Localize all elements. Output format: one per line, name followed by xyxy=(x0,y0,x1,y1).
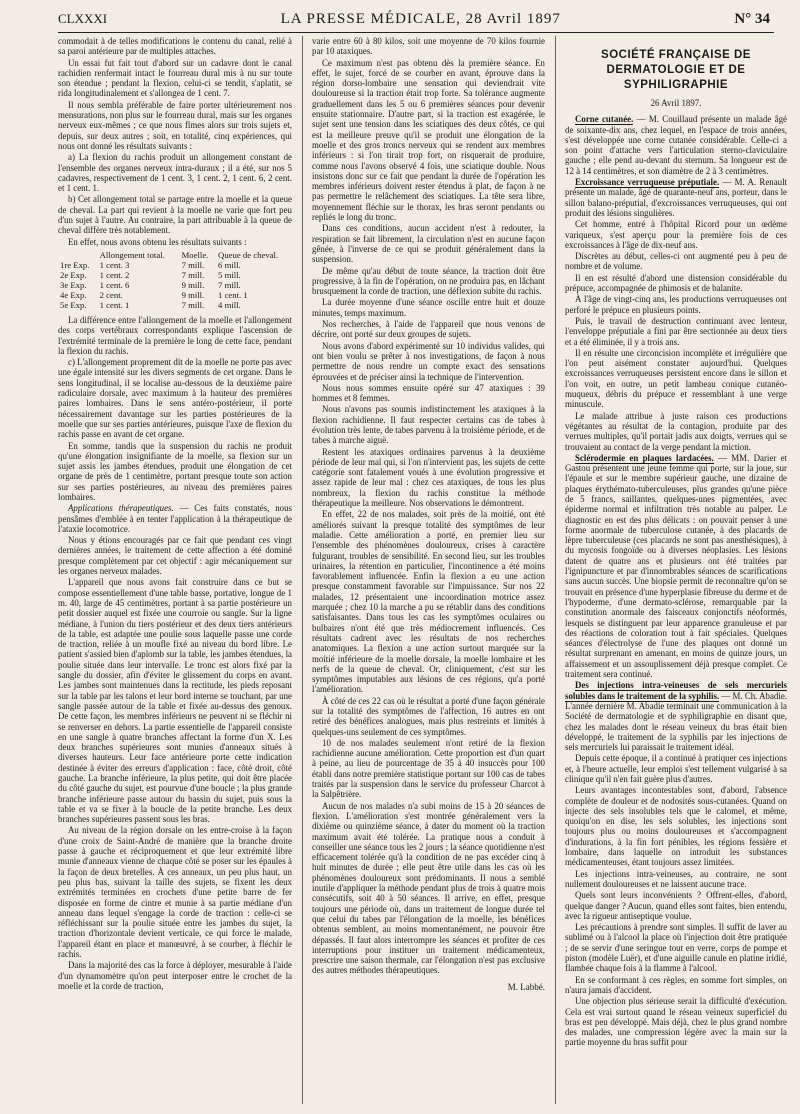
paragraph: L'appareil que nous avons fait construire dans ce but se compose essentiellement d'une table basse, portative, longue de 1 m. 40, large de 45 centimètres, portant à sa partie postérieure un petit dossier auquel est fixée une courroie ou sangle. Sur la ligne médiane, à l'union du tiers postérieur et des deux tiers antérieurs de la table, est adaptée une poulie sous laquelle passe une corde de traction, reliée à un moufle fixé au niveau du bord libre. Le patient s'assied bien d'aplomb sur la table, les jambes étendues, la poulie située dans leur intervalle. Le tronc est alors fixé par la sangle du dossier, afin d'éviter le glissement du corps en avant. Les jambes sont maintenues dans la rectitude, les pieds reposant sur la table par les talons et leur bord interne se touchant, par une sangle passée autour de la table et fixée au-dessus des genoux. De cette façon, les membres inférieurs ne peuvent ni se fléchir ni se renverser en dehors. La partie essentielle de l'appareil consiste en une sangle à quatre branches affectant la forme d'un X. Les deux branches supérieures sont munies d'anneaux situés à diverses hauteurs. Leur face antérieure porte cette indication destinée à éviter des erreurs d'application : face, côté droit, côté gauche. La branche inférieure, la plus petite, qui doit être placée du côté gauche du sujet, est pourvue d'une boucle ; la plus grande branche inférieure passe autour du bassin du sujet, puis sous la table et va se fixer à la boucle de la petite branche. Les deux branches supérieures passent sous les bras. xyxy=(58,577,292,825)
table-cell: 1re Exp. xyxy=(60,259,90,270)
paragraph: Les injections intra-veineuses, au contraire, ne sont nullement douloureuses et ne laissent aucune trace. xyxy=(565,868,787,889)
paragraph: Quels sont leurs inconvénients ? Offrent-elles, d'abord, quelque danger ? Aucun, quand elles sont faites, bien entendu, avec la rigueur antiseptique voulue. xyxy=(565,890,787,921)
table-row xyxy=(58,300,292,310)
table-header-row xyxy=(58,250,292,260)
paragraph: Les précautions à prendre sont simples. Il suffit de laver au sublimé ou à l'alcool la place où l'injection doit être pratiquée ; de se servir d'une seringue tout en verre, corps de pompe et piston (modèle Luër), et d'une aiguille canule en platine iridié, flambée chaque fois à la flamme à l'alcool. xyxy=(565,922,787,974)
paragraph: À l'âge de vingt-cinq ans, les productions verruqueuses ont perforé le prépuce en plusieurs points. xyxy=(565,294,787,315)
paragraph: Nous y étions encouragés par ce fait que pendant ces vingt dernières années, le traitement de cette affection a été dominé presque complètement par cet objectif : agir mécaniquement sur les organes nerveux malades. xyxy=(58,535,292,577)
table-cell: 5e Exp. xyxy=(60,299,87,310)
paragraph: Une objection plus sérieuse serait la difficulté d'exécution. Cela est vrai surtout quand le réseau veineux superficiel du bras est peu développé. Mais déjà, chez le plus grand nombre des malades, une compression légère avec la main sur la partie moyenne du bras suffit pour xyxy=(565,996,787,1048)
paragraph: En se conformant à ces règles, en somme fort simples, on n'aura jamais d'accident. xyxy=(565,974,787,995)
table-cell: 2 cent. xyxy=(99,289,123,300)
paragraph: commodait à de telles modifications le contenu du canal, relié à sa paroi antérieure par de multiples attaches. xyxy=(58,36,292,57)
paragraph: Aucun de nos malades n'a subi moins de 15 à 20 séances de flexion. L'amélioration s'est montrée généralement vers la dixième ou quinzième séance, à dater du moment où la traction maximum avait été tolérée. La pratique nous a conduit à conseiller une séance tous les 2 jours ; la séance quotidienne n'est efficacement tolérée qu'à la condition de ne pas excéder cinq à huit minutes de durée ; elle peut être utile dans les cas où les phénomènes douloureux sont prédominants. Il nous a semblé inutile d'appliquer la méthode pendant plus de trois à quatre mois consécutifs, soit 40 à 50 séances. Il arrive, en effet, presque toujours une période où, dans un traitement de longue durée tel que celui du tabes par l'élongation de la moelle, les bénéfices obtenus semblent, au moins momentanément, ne pouvoir être dépassés. Il faut alors interrompre les séances et profiter de ces interruptions pour instituer un traitement médicamenteux, prescrire une saison thermale, car l'élongation n'est pas exclusive des autres méthodes thérapeutiques. xyxy=(312,800,545,976)
paragraph: Dans ces conditions, aucun accident n'est à redouter, la respiration se fait librement, la circulation n'est en aucune façon gênée, à l'inverse de ce qui se produit généralement dans la suspension. xyxy=(312,223,545,265)
paragraph: Il nous sembla préférable de faire porter ultérieurement nos mensurations, non plus sur le fourreau dural, mais sur les organes nerveux eux-mêmes ; ce que nous fîmes alors sur trois sujets et, depuis, sur deux autres ; soit, en totalité, cinq expériences, qui nous ont donné les résultats suivants : xyxy=(58,99,292,151)
header-rule xyxy=(58,32,774,33)
section-heading: Applications thérapeutiques. xyxy=(68,503,174,514)
table-cell: 7 mill. xyxy=(181,259,205,270)
table-cell: 4 mill. xyxy=(218,299,241,310)
table-row xyxy=(58,280,292,290)
page-header xyxy=(58,6,770,32)
paragraph: Leurs avantages incontestables sont, d'abord, l'absence complète de douleur et de nodosités sous-cutanées. Quand on injecte des sels insolubles tels que le calomel, et même, quoiqu'on en dise, les sels solubles, les injections sont toujours plus ou moins douloureuses et s'accompagnent d'indurations, à la fin fort pénibles, les régions fessière et lombaire, dans laquelle on introduit les substances médicamenteuses, étant toujours assez limitées. xyxy=(565,785,787,868)
communication-title: Excroissance verruqueuse préputiale. xyxy=(575,177,720,188)
paragraph xyxy=(565,114,787,176)
session-date: 26 Avril 1897. xyxy=(650,98,702,108)
paragraph: Nous n'avons pas soumis indistinctement les ataxiques à la flexion rachidienne. Il faut respecter certains cas de tabes à évolution très lente, de tabes parvenu à la troisième période, et de tabes à marche aiguë. xyxy=(312,404,545,446)
table-cell: 1 cent. 6 xyxy=(99,279,130,290)
paragraph-text: — Ces faits constatés, nous pensâmes d'emblée à en tenter l'application à la thérapeutique de l'ataxie locomotrice. xyxy=(58,503,292,534)
paragraph: À côté de ces 22 cas où le résultat a porté d'une façon générale sur la totalité des symptômes de l'affection, 16 autres en ont retiré des bénéfices analogues, mais plus restreints et limités à quelques-uns seulement de ces symptômes. xyxy=(312,695,545,737)
table-header: Queue de cheval. xyxy=(218,249,279,260)
communication-title: Sclérodermie en plaques lardacées. xyxy=(575,452,714,463)
paragraph-text: — M. A. Renault présente un malade, âgé de quarante-neuf ans, porteur, dans le sillon balano-préputial, d'excroissances verruqueuses, qui ont produit des lésions singulières. xyxy=(565,177,787,218)
paragraph xyxy=(565,453,787,680)
table-cell: 2e Exp. xyxy=(60,269,87,280)
column-1 xyxy=(58,36,292,1106)
column-3 xyxy=(565,36,787,1106)
paragraph: De même qu'au début de toute séance, la traction doit être progressive, à la fin de l'opération, on ne produira pas, en lâchant brusquement la corde de traction, une déflexion subite du rachis. xyxy=(312,265,545,297)
paragraph: Un essai fut fait tout d'abord sur un cadavre dont le canal rachidien renfermait intact le fourreau dural mis à nu sur toute son étendue ; pendant la flexion, celui-ci se tendit, s'aplatit, se rida longitudinalement et s'allongea de 1 cent. 7. xyxy=(58,57,292,99)
communication-title: Corne cutanée. xyxy=(575,114,634,125)
table-cell: 9 mill. xyxy=(181,279,205,290)
paragraph: Il en est résulté d'abord une distension considérable du prépuce, accompagnée de phimosis et de balanite. xyxy=(565,272,787,294)
table-header: Allongement total. xyxy=(99,249,165,260)
paragraph: varie entre 60 à 80 kilos, soit une moyenne de 70 kilos fournie par 10 ataxiques. xyxy=(312,36,545,57)
results-table xyxy=(58,250,292,310)
communication-title: Des injections intra-veineuses de sels mercuriels solubles dans le traitement de la syphilis. xyxy=(565,680,787,701)
paragraph: Cet homme, entré à l'hôpital Ricord pour un œdème variqueux, s'est aperçu pour la première fois de ces excroissances à l'âge de dix-neuf ans. xyxy=(565,219,787,250)
paragraph: La durée moyenne d'une séance oscille entre huit et douze minutes, temps maximum. xyxy=(312,297,545,318)
issue-number: N° 34 xyxy=(734,10,770,27)
table-row xyxy=(58,290,292,300)
table-cell: 9 mill. xyxy=(181,289,205,300)
table-header: Moelle. xyxy=(181,249,209,260)
journal-date: LA PRESSE MÉDICALE, 28 Avril 1897 xyxy=(280,10,561,27)
table-row xyxy=(58,260,292,270)
paragraph: Puis, le travail de destruction continuant avec lenteur, l'enveloppe préputiale a fini par être sectionnée au deux tiers et a été éliminée, il y a trois ans. xyxy=(565,315,787,347)
table-cell: 3e Exp. xyxy=(60,279,87,290)
table-cell: 7 mill. xyxy=(218,279,241,290)
paragraph: Ce maximum n'est pas obtenu dès la première séance. En effet, le sujet, forcé de se courber en avant, éprouve dans la région dorso-lombaire une sensation qui deviendrait vite douloureuse si la traction était trop forte. Sa tolérance augmente graduellement dans les 5 ou 6 premières séances pour devenir ensuite stationnaire. D'autre part, si la traction est exagérée, le sujet sent une tension dans les sciatiques des deux côtés, ce qui est la meilleure preuve qu'il se produit une élongation de la moelle et des gros troncs nerveux qui se rendent aux membres inférieurs : si l'on tirait trop fort, on risquerait de produire, comme nous l'avons observé 4 fois, une sciatique double. Nous insistons donc sur ce fait que pendant la durée de l'opération les membres inférieurs doivent rester étendus à plat, de façon à ne pas permettre le relâchement des sciatiques. La tête sera libre, moyennement fléchie sur le thorax, les bras seront pendants ou repliés le long du tronc. xyxy=(312,57,545,223)
paragraph-text: — M. Couillaud présente un malade âgé de soixante-dix ans, chez lequel, en l'espace de trois années, s'est développée une corne cutanée considérable. Celle-ci a son point d'attache vers l'articulation sterno-claviculaire gauche ; elle pend au-devant du sternum. Sa longueur est de 12 à 14 centimètres, et son diamètre de 2 à 3 centimètres. xyxy=(565,114,787,176)
table-cell: 4e Exp. xyxy=(60,289,87,300)
paragraph: 10 de nos malades seulement n'ont retiré de la flexion rachidienne aucune amélioration. Cette proportion est d'un quart à peine, au lieu de pourcentage de 35 à 40 insuccès pour 100 établi dans notre première statistique portant sur 100 cas de tabes traités par la suspension dans le service du professeur Charcot à la Salpêtrière. xyxy=(312,737,545,800)
table-cell: 7 mill. xyxy=(181,299,205,310)
paragraph: Le malade attribue à juste raison ces productions végétantes au résultat de la contagion, produite par des verrues multiples, qu'il portait jadis aux doigts, verrues qui se trouvaient au contact de la verge pendant la miction. xyxy=(565,410,787,452)
paragraph: En effet, 22 de nos malades, soit près de la moitié, ont été améliorés suivant la presque totalité des symptômes de leur maladie. Cette amélioration a porté, en premier lieu sur l'ensemble des phénomènes douloureux, crises à caractère fulgurant, troubles de sensibilité. En second lieu, sur les troubles urinaires, la rétention en particulier, l'incontinence a été moins favorablement influencée. Enfin la flexion a eu une action presque constamment favorable sur l'impuissance. Sur nos 22 malades, 12 présentaient une incoordination motrice assez marquée ; chez 10 la marche a pu se rétablir dans des conditions satisfaisantes. Dans tous les cas les symptômes oculaires ou bulbaires n'ont été que très médiocrement influencés. Ces résultats cadrent avec les résultats de nos recherches anatomiques. La flexion a une action surtout marquée sur la moitié inférieure de la moelle dorsale, la moelle lombaire et les nerfs de la queue de cheval. Or, cliniquement, c'est sur les symptômes imputables aux lésions de ces régions, qu'a porté l'amélioration. xyxy=(312,509,545,695)
paragraph: Au niveau de la région dorsale on les entre-croise à la façon d'une croix de Saint-André de manière que la branche droite passe à gauche et réciproquement et que leur extrémité libre munie d'anneaux vienne de chaque côté se poser sur les épaules à la façon de deux bretelles. À ces anneaux, un peu plus haut, un peu plus bas, suivant la taille des sujets, se fixent les deux extrémités terminées en crochets d'une petite barre de fer disposée en forme de cintre et munie à sa partie médiane d'un anneau dans lequel s'engage la corde de traction : celle-ci se réfléchissant sur la poulie située entre les jambes du sujet, la traction d'horizontale devient verticale, ce qui force le malade, l'appareil étant en place et manœuvré, à se courber, à fléchir le rachis. xyxy=(58,825,292,960)
paragraph: Restent les ataxiques ordinaires parvenus à la deuxième période de leur mal qui, si l'on n'intervient pas, les sujets de cette catégorie sont fatalement voués à une évolution progressive et assez rapide de leur mal : chez ces ataxiques, de tous les plus nombreux, la flexion du rachis constitue la méthode thérapeutique la meilleure. Nos observations le démontrent. xyxy=(312,446,545,509)
paragraph-text: — MM. Darier et Gastou présentent une jeune femme qui porte, sur la joue, sur l'épaule et sur le membre supérieur gauche, une dizaine de plaques érythémato-tuberculeuses, plus grandes qu'une pièce de 5 francs, saillantes, quelques-unes pigmentées, avec épiderme normal et infiltration très notable au palper. Le diagnostic en est des plus délicats : on pouvait penser à une forme anormale de tuberculose cutanée, à des placards de lèpre tuberculeuse (ces placards ne sont pas anesthésiques), à du mycosis fongoïde ou à diverses néoplasies. Les lésions datent de quatre ans et plusieurs ont été traitées par l'ignipuncture et par d'innombrables séances de scarifications sans aucun succès. Une biopsie permit de reconnaître qu'on se trouvait en présence d'une hyperplasie fibreuse du derme et de l'hypoderme, d'une dermato-sclérose, remarquable par la constitution anormale des faisceaux conjonctifs néoformés, lesquels se distinguent par leur apparence granuleuse et par des réactions de coloration tout à fait spéciales. Quelques séances d'électrolyse de l'une des plaques ont donné un résultat surprenant en amenant, en moins de quinze jours, un affaissement et un assouplissement déjà presque complet. Ce traitement sera continué. xyxy=(565,452,787,680)
paragraph: En somme, tandis que la suspension du rachis ne produit qu'une élongation insignifiante de la moelle, sa flexion sur un sujet assis les jambes étendues, produit une élongation de cet organe de près de 1 centimètre, portant presque toute son action sur ses parties postérieures, au niveau des premières paires lombaires. xyxy=(58,440,292,502)
author-signature: M. Labbé. xyxy=(507,981,545,992)
table-cell: 1 cent. 3 xyxy=(99,259,130,270)
paragraph: Nos recherches, à l'aide de l'appareil que nous venons de décrire, ont porté sur deux groupes de sujets. xyxy=(312,319,545,340)
paragraph: En effet, nous avons obtenu les résultats suivants : xyxy=(68,236,247,247)
table-cell: 1 cent. 1 xyxy=(218,289,248,300)
paragraph xyxy=(58,503,292,534)
column-2 xyxy=(312,36,545,1106)
column-divider xyxy=(302,36,303,1104)
paragraph: c) L'allongement proprement dit de la moelle ne porte pas avec une égale intensité sur les divers segments de cet organe. Dans le sens longitudinal, il se localise au-dessous de la deuxième paire radiculaire dorsale, avec maximum à la hauteur des premières paires lombaires. Dans le sens antéro-postérieur, il porte nécessairement davantage sur les parties postérieures de la moelle que sur ses parties antérieures, puisque l'axe de flexion du rachis passe en avant de cet organe. xyxy=(58,357,292,440)
paragraph: Il en résulte une circoncision incomplète et irrégulière que l'on peut aisément constater aujourd'hui. Quelques excroissances verruqueuses persistent encore dans le sillon et l'on voit, en outre, un petit lambeau conique cutanéo-muqueux, débris du prépuce et ressemblant à une verge minuscule. xyxy=(565,347,787,410)
table-cell: 1 cent. 2 xyxy=(99,269,130,280)
table-cell: 5 mill. xyxy=(218,269,241,280)
paragraph: Nous avons d'abord expérimenté sur 10 individus valides, qui ont bien voulu se prêter à nos investigations, de façon à nous permettre de nous rendre un compte exact des sensations éprouvées et de préciser ainsi la technique de l'intervention. xyxy=(312,340,545,382)
society-title: SOCIÉTÉ FRANÇAISE DE DERMATOLOGIE ET DE SYPHILIGRAPHIE xyxy=(601,49,751,91)
paragraph xyxy=(565,680,787,752)
column-divider xyxy=(555,36,556,1104)
paragraph: Discrètes au début, celles-ci ont augmenté peu à peu de nombre et de volume. xyxy=(565,251,787,272)
table-row xyxy=(58,270,292,280)
paragraph: Nous nous sommes ensuite opéré sur 47 ataxiques : 39 hommes et 8 femmes. xyxy=(312,382,545,404)
table-cell: 6 mill. xyxy=(218,259,241,270)
paragraph-text: — M. Ch. Abadie. L'année dernière M. Abadie terminait une communication à la Société de dermatologie et de syphiligraphie en disant que, chez les malades dont le réseau veineux du bras était bien développé, le traitement de la syphilis par les injections de sels mercuriels lui paraissait le traitement idéal. xyxy=(565,690,787,753)
table-header xyxy=(58,250,98,260)
paragraph: Depuis cette époque, il a continué à pratiquer ces injections et, à l'heure actuelle, leur emploi s'est tellement vulgarisé à sa clinique qu'il n'en fait guère plus d'autres. xyxy=(565,753,787,784)
paragraph xyxy=(565,177,787,218)
paragraph: La différence entre l'allongement de la moelle et l'allongement des corps vertébraux correspondants explique l'ascension de l'extrémité terminale de la première le long de cette face, pendant la flexion du rachis. xyxy=(58,314,292,356)
table-cell: 1 cent. 1 xyxy=(99,299,130,310)
page-number: CLXXXI xyxy=(58,11,108,26)
table-cell: 7 mill. xyxy=(181,269,205,280)
paragraph: a) La flexion du rachis produit un allongement constant de l'ensemble des organes nerveux intra-duraux ; il a été, sur nos 5 cadavres, respectivement de 1 cent. 3, 1 cent. 2, 1 cent. 6, 2 cent. et 1 cent. 1. xyxy=(58,152,292,194)
paragraph: b) Cet allongement total se partage entre la moelle et la queue de cheval. La part qui revient à la moelle ne varie que fort peu d'un sujet à l'autre. Au contraire, la part attribuable à la queue de cheval diffère très notablement. xyxy=(58,194,292,236)
paragraph: Dans la majorité des cas la force à déployer, mesurable à l'aide d'un dynamomètre qu'on peut interposer entre le crochet de la moelle et la corde de traction, xyxy=(58,960,292,991)
